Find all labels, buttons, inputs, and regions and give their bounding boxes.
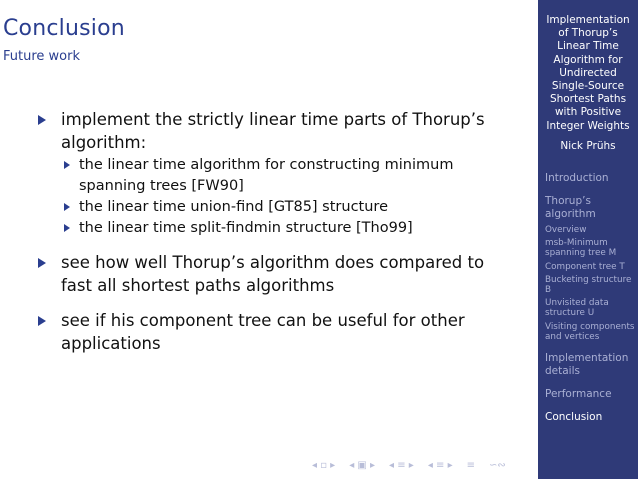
align-icon[interactable]: ≡ [466, 460, 475, 471]
triangle-bullet-icon [64, 203, 70, 211]
sidebar-subitem-bucketing[interactable]: Bucketing structure B [545, 274, 632, 296]
sidebar-item-introduction[interactable]: Introduction [545, 172, 609, 184]
bullet-text: see how well Thorup’s algorithm does compared to fast all shortest paths algorithms [61, 253, 485, 295]
beamer-navigation-bar [312, 460, 506, 471]
bullet-text: implement the strictly linear time parts of Thorup’s algorithm: [61, 110, 485, 152]
sidebar-subitem-component-tree[interactable]: Component tree T [545, 261, 625, 272]
sidebar-subitem-unvisited[interactable]: Unvisited data structure U [545, 298, 609, 319]
sidebar-navigation [545, 172, 635, 434]
triangle-bullet-icon [64, 161, 70, 169]
triangle-bullet-icon [38, 258, 46, 268]
slide-content [37, 108, 507, 367]
search-icon[interactable]: ∽∾ [489, 460, 506, 471]
sidebar-subitem-overview[interactable]: Overview [545, 225, 587, 235]
prev-frame-icon[interactable]: ◂ ▫ ▸ [312, 460, 336, 471]
sidebar-title[interactable]: Implementation of Thorup’s Linear Time Algorithm for Undirected Single-Source Shortest Paths with Positive Integer Weights [546, 14, 630, 132]
sidebar-author[interactable]: Nick Prühs [560, 140, 616, 152]
sub-bullet-text: the linear time union-find [GT85] structure [79, 199, 388, 215]
sidebar [538, 0, 638, 479]
bullet-item [37, 108, 507, 239]
triangle-bullet-icon [64, 224, 70, 232]
sub-bullet-text: the linear time algorithm for constructing minimum spanning trees [FW90] [79, 157, 454, 194]
sidebar-subitem-visiting[interactable]: Visiting components and vertices [545, 321, 635, 342]
triangle-bullet-icon [38, 316, 46, 326]
sub-bullet-text: the linear time split-findmin structure [Tho99] [79, 220, 413, 236]
sub-bullet-item [61, 218, 507, 239]
sub-bullet-item [61, 197, 507, 218]
sidebar-item-thorups-algorithm[interactable]: Thorup’s algorithm [545, 195, 596, 220]
bullet-item [37, 309, 507, 355]
frame-title: Conclusion [3, 16, 125, 41]
prev-subsection-icon[interactable]: ◂ ▣ ▸ [349, 460, 376, 471]
sidebar-subsection-list [545, 225, 635, 342]
bullet-text: see if his component tree can be useful for other applications [61, 311, 465, 353]
sidebar-item-performance[interactable]: Performance [545, 388, 612, 401]
sidebar-item-conclusion[interactable]: Conclusion [545, 411, 603, 424]
frame-subtitle: Future work [3, 49, 80, 64]
triangle-bullet-icon [38, 115, 46, 125]
bullet-item [37, 251, 507, 297]
sub-bullet-item [61, 155, 507, 197]
sub-list [61, 155, 507, 239]
prev-section-icon[interactable]: ◂ ≡ ▸ [389, 460, 414, 471]
next-section-icon[interactable]: ◂ ≡ ▸ [427, 460, 453, 471]
sidebar-item-implementation-details[interactable]: Implementation details [545, 352, 629, 378]
sidebar-subitem-msb-tree[interactable]: msb-Minimum spanning tree M [545, 238, 617, 259]
